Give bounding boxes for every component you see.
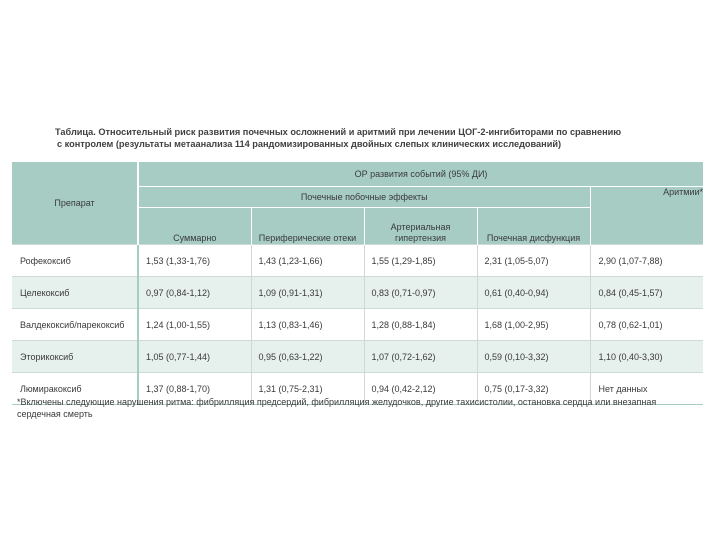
drug-name: Эторикоксиб (12, 341, 138, 373)
table-cell: 0,78 (0,62-1,01) (590, 309, 703, 341)
table-cell: 2,90 (1,07-7,88) (590, 245, 703, 277)
table-cell: 1,28 (0,88-1,84) (364, 309, 477, 341)
table-footnote: *Включены следующие нарушения ритма: фибрилляция предсердий, фибрилляция желудочков, другие тахисистолии, остановка сердца или внезапная сердечная смерть (17, 397, 657, 419)
table-cell: 1,55 (1,29-1,85) (364, 245, 477, 277)
table-cell: 0,95 (0,63-1,22) (251, 341, 364, 373)
table-cell: 1,53 (1,33-1,76) (138, 245, 251, 277)
table-row (12, 277, 703, 309)
table-cell: 1,13 (0,83-1,46) (251, 309, 364, 341)
table-row (12, 245, 703, 277)
table-cell: 1,31 (0,75-2,31) (251, 373, 364, 405)
table-cell: 1,43 (1,23-1,66) (251, 245, 364, 277)
caption-line-1: Таблица. Относительный риск развития почечных осложнений и аритмий при лечении ЦОГ-2-ингибиторами по сравнению (55, 127, 622, 137)
table-cell: Нет данных (590, 373, 703, 405)
drug-name: Целекоксиб (12, 277, 138, 309)
table-cell: 0,83 (0,71-0,97) (364, 277, 477, 309)
drug-name: Рофекоксиб (12, 245, 138, 277)
table-cell: 0,61 (0,40-0,94) (477, 277, 590, 309)
table-cell: 1,09 (0,91-1,31) (251, 277, 364, 309)
table-row (12, 341, 703, 373)
table-cell: 1,68 (1,00-2,95) (477, 309, 590, 341)
table-cell: 0,59 (0,10-3,32) (477, 341, 590, 373)
drug-column-header: Препарат (12, 162, 138, 245)
table-cell: 0,94 (0,42-2,12) (364, 373, 477, 405)
drug-name: Люмиракоксиб (12, 373, 138, 405)
renal-effects-header: Почечные побочные эффекты (138, 187, 590, 208)
arrhythmia-header: Аритмии* (590, 187, 703, 245)
table-cell: 1,24 (1,00-1,55) (138, 309, 251, 341)
table-cell: 1,07 (0,72-1,62) (364, 341, 477, 373)
table-cell: 1,05 (0,77-1,44) (138, 341, 251, 373)
column-header-edema: Периферические отеки (251, 208, 364, 245)
column-header-renal-dysfunction: Почечная дисфункция (477, 208, 590, 245)
table-cell: 0,97 (0,84-1,12) (138, 277, 251, 309)
table-cell: 1,37 (0,88-1,70) (138, 373, 251, 405)
drug-name: Валдекоксиб/парекоксиб (12, 309, 138, 341)
table-cell: 0,75 (0,17-3,32) (477, 373, 590, 405)
top-header: ОР развития событий (95% ДИ) (138, 162, 703, 187)
table-row (12, 309, 703, 341)
table-cell: 0,84 (0,45-1,57) (590, 277, 703, 309)
table-cell: 1,10 (0,40-3,30) (590, 341, 703, 373)
caption-line-2: с контролем (результаты метаанализа 114 рандомизированных двойных слепых клинических исследований) (57, 139, 562, 149)
column-header-total: Суммарно (138, 208, 251, 245)
risk-table (12, 162, 703, 405)
table-caption (55, 126, 675, 150)
column-header-hypertension: Артериальная гипертензия (364, 208, 477, 245)
table-cell: 2,31 (1,05-5,07) (477, 245, 590, 277)
